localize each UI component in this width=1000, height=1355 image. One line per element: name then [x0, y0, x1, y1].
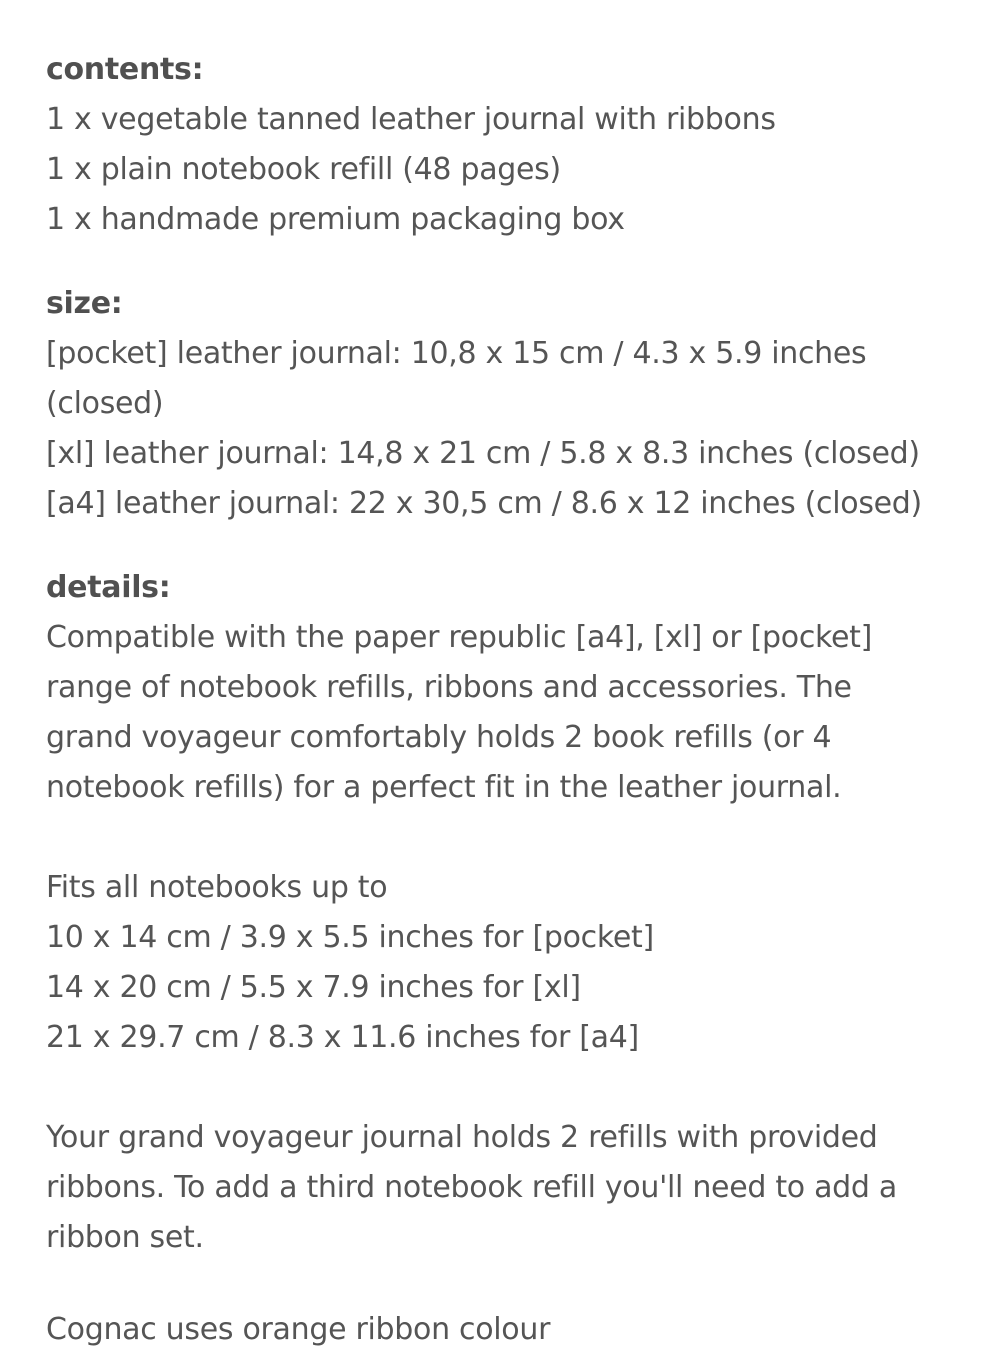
- fit-text-line: 14 x 20 cm / 5.5 x 7.9 inches for [xl]: [46, 970, 581, 1005]
- fit-text-line: 21 x 29.7 cm / 8.3 x 11.6 inches for [a4]: [46, 1020, 639, 1055]
- details-text-line: Compatible with the paper republic [a4], [xl] or [pocket]: [46, 620, 873, 655]
- size-line: [pocket] leather journal: 10,8 x 15 cm / 4.3 x 5.9 inches: [46, 336, 867, 371]
- size-line: [xl] leather journal: 14,8 x 21 cm / 5.8 x 8.3 inches (closed): [46, 436, 920, 471]
- fit-text-line: Fits all notebooks up to: [46, 870, 388, 905]
- ribbon-text-line: ribbon set.: [46, 1220, 204, 1255]
- contents-item: 1 x handmade premium packaging box: [46, 202, 625, 237]
- ribbon-text-line: Your grand voyageur journal holds 2 refills with provided: [46, 1120, 878, 1155]
- section-spacer: [46, 529, 946, 563]
- size-section: [46, 279, 946, 529]
- contents-section: [46, 45, 946, 245]
- ribbon-text-line: ribbons. To add a third notebook refill you'll need to add a: [46, 1170, 897, 1205]
- details-text-line: range of notebook refills, ribbons and accessories. The: [46, 670, 852, 705]
- size-heading: size:: [46, 286, 123, 321]
- fit-text-line: 10 x 14 cm / 3.9 x 5.5 inches for [pocket]: [46, 920, 654, 955]
- paragraph-spacer: [46, 813, 946, 863]
- details-heading: details:: [46, 570, 171, 605]
- product-description: [46, 45, 946, 1263]
- contents-item: 1 x plain notebook refill (48 pages): [46, 152, 561, 187]
- paragraph-spacer: [46, 1063, 946, 1113]
- size-line: [a4] leather journal: 22 x 30,5 cm / 8.6 x 12 inches (closed): [46, 486, 922, 521]
- details-text-line: grand voyageur comfortably holds 2 book refills (or 4: [46, 720, 832, 755]
- contents-item: 1 x vegetable tanned leather journal with ribbons: [46, 102, 776, 137]
- partially-visible-text-line: Cognac uses orange ribbon colour: [46, 1312, 551, 1347]
- details-section: [46, 563, 946, 1263]
- section-spacer: [46, 245, 946, 279]
- details-text-line: notebook refills) for a perfect fit in the leather journal.: [46, 770, 842, 805]
- contents-heading: contents:: [46, 52, 204, 87]
- size-line: (closed): [46, 386, 164, 421]
